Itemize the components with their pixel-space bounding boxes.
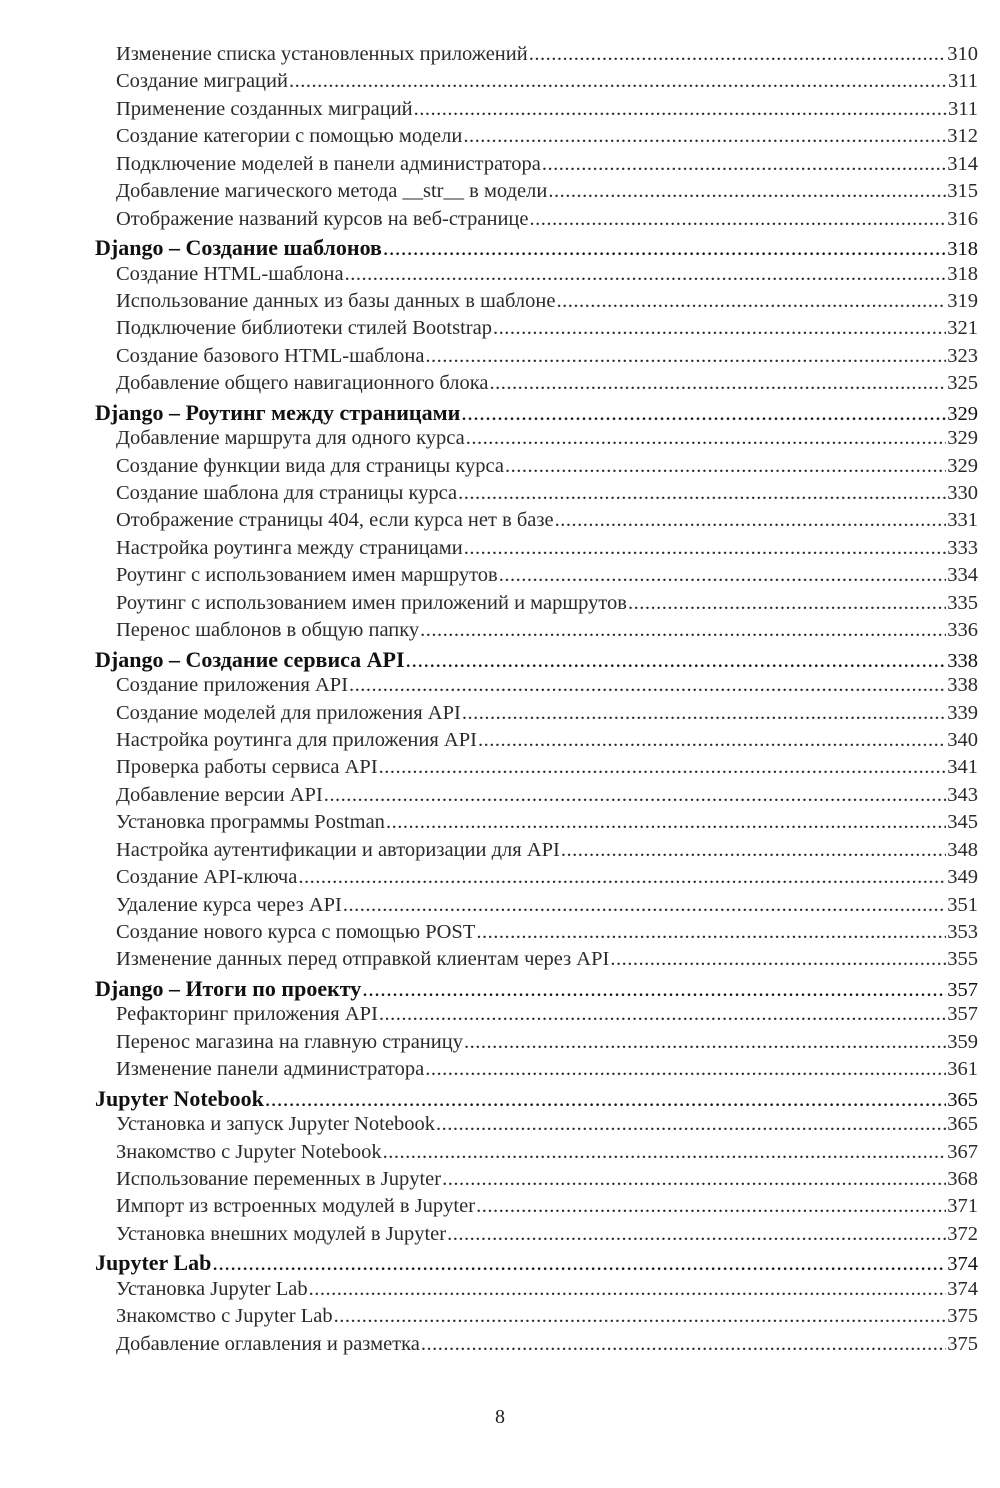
dot-leader: [386, 811, 946, 834]
toc-entry-page: 316: [947, 207, 978, 230]
dot-leader: [529, 43, 947, 66]
dot-leader: [490, 372, 947, 395]
dot-leader: [420, 619, 946, 642]
toc-section-entry: [95, 208, 978, 235]
toc-entry-page: 329: [947, 454, 978, 477]
dot-leader: [462, 702, 946, 725]
dot-leader: [289, 70, 947, 93]
toc-entry-title: Создание HTML-шаблона: [116, 262, 344, 285]
toc-section-entry: [95, 839, 978, 866]
dot-leader: [442, 1168, 946, 1191]
toc-entry-page: 357: [947, 978, 978, 1001]
toc-entry-page: 365: [947, 1088, 978, 1111]
dot-leader: [383, 1141, 947, 1164]
toc-entry-title: Создание моделей для приложения API: [116, 701, 461, 724]
dot-leader: [476, 921, 946, 944]
toc-entry-title: Jupyter Lab: [95, 1250, 212, 1276]
toc-entry-page: 365: [947, 1113, 978, 1136]
toc-section-entry: [95, 1223, 978, 1250]
toc-chapter-entry: [95, 235, 978, 262]
toc-entry-title: Создание базового HTML-шаблона: [116, 344, 425, 367]
toc-section-entry: [95, 1333, 978, 1360]
toc-entry-page: 345: [947, 811, 978, 834]
toc-entry-title: Перенос магазина на главную страницу: [116, 1030, 463, 1053]
toc-entry-title: Настройка роутинга для приложения API: [116, 728, 477, 751]
toc-section-entry: [95, 619, 978, 646]
toc-section-entry: [95, 263, 978, 290]
toc-section-entry: [95, 537, 978, 564]
toc-entry-title: Роутинг с использованием имен приложений и маршрутов: [116, 591, 627, 614]
dot-leader: [530, 208, 947, 231]
toc-chapter-entry: [95, 1086, 978, 1113]
dot-leader: [493, 317, 946, 340]
toc-entry-title: Создание приложения API: [116, 674, 349, 697]
dot-leader: [548, 180, 946, 203]
toc-entry-title: Установка Jupyter Lab: [116, 1277, 308, 1300]
toc-entry-page: 353: [947, 921, 978, 943]
toc-section-entry: [95, 125, 978, 152]
toc-entry-title: Перенос шаблонов в общую папку: [116, 619, 420, 642]
toc-section-entry: [95, 1058, 978, 1085]
toc-entry-page: 323: [947, 344, 978, 367]
toc-entry-page: 329: [947, 427, 978, 450]
toc-entry-page: 325: [947, 372, 978, 395]
dot-leader: [383, 235, 946, 261]
toc-chapter-entry: [95, 647, 978, 674]
toc-entry-page: 318: [947, 238, 978, 261]
dot-leader: [349, 674, 946, 697]
dot-leader: [478, 729, 946, 752]
toc-section-entry: [95, 948, 978, 975]
toc-section-entry: [95, 1278, 978, 1305]
toc-entry-page: 372: [947, 1222, 978, 1245]
toc-section-entry: [95, 866, 978, 893]
toc-entry-title: Изменение списка установленных приложений: [116, 43, 528, 65]
toc-section-entry: [95, 674, 978, 701]
toc-section-entry: [95, 345, 978, 372]
toc-entry-page: 348: [947, 838, 978, 861]
toc-chapter-entry: [95, 1250, 978, 1277]
toc-entry-page: 330: [947, 482, 978, 504]
toc-entry-page: 367: [947, 1140, 978, 1163]
dot-leader: [265, 1086, 946, 1112]
toc-section-entry: [95, 756, 978, 783]
toc-entry-page: 329: [947, 402, 978, 425]
toc-entry-page: 333: [947, 536, 978, 559]
toc-entry-title: Отображение названий курсов на веб-странице: [116, 207, 529, 230]
toc-section-entry: [95, 784, 978, 811]
toc-section-entry: [95, 1113, 978, 1140]
toc-entry-page: 336: [947, 619, 978, 642]
toc-entry-page: 374: [947, 1277, 978, 1300]
toc-entry-page: 314: [947, 152, 978, 175]
dot-leader: [556, 290, 946, 313]
toc-entry-title: Импорт из встроенных модулей в Jupyter: [116, 1195, 476, 1218]
dot-leader: [476, 1195, 946, 1218]
toc-section-entry: [95, 592, 978, 619]
toc-entry-page: 355: [947, 948, 978, 971]
toc-section-entry: [95, 1141, 978, 1168]
toc-entry-title: Проверка работы сервиса API: [116, 756, 378, 779]
dot-leader: [414, 98, 947, 121]
toc-entry-title: Изменение панели администратора: [116, 1058, 425, 1081]
toc-entry-title: Рефакторинг приложения API: [116, 1003, 378, 1026]
toc-entry-title: Jupyter Notebook: [95, 1085, 264, 1111]
dot-leader: [421, 1333, 946, 1356]
toc-section-entry: [95, 482, 978, 509]
dot-leader: [505, 455, 946, 478]
toc-entry-page: 341: [947, 756, 978, 779]
toc-section-entry: [95, 1305, 978, 1332]
toc-entry-title: Настройка аутентификации и авторизации для API: [116, 838, 560, 861]
toc-section-entry: [95, 1031, 978, 1058]
dot-leader: [379, 756, 947, 779]
toc-entry-page: 331: [947, 509, 978, 532]
toc-entry-page: 338: [947, 649, 978, 672]
dot-leader: [436, 1113, 946, 1136]
toc-entry-page: 315: [947, 180, 978, 203]
dot-leader: [324, 784, 946, 807]
toc-entry-title: Создание категории с помощью модели: [116, 125, 463, 148]
toc-entry-title: Знакомство с Jupyter Notebook: [116, 1140, 382, 1163]
toc-section-entry: [95, 43, 978, 70]
table-of-contents: [95, 43, 978, 1360]
dot-leader: [425, 345, 946, 368]
toc-section-entry: [95, 372, 978, 399]
toc-section-entry: [95, 564, 978, 591]
toc-entry-title: Подключение моделей в панели администратора: [116, 152, 541, 175]
toc-entry-page: 335: [947, 591, 978, 614]
toc-entry-page: 310: [947, 43, 978, 65]
dot-leader: [499, 564, 947, 587]
toc-entry-title: Настройка роутинга между страницами: [116, 536, 463, 559]
toc-entry-page: 338: [947, 674, 978, 697]
toc-entry-page: 319: [947, 289, 978, 312]
toc-section-entry: [95, 153, 978, 180]
toc-entry-title: Установка программы Postman: [116, 811, 385, 834]
dot-leader: [610, 948, 946, 971]
toc-entry-page: 321: [947, 317, 978, 340]
toc-entry-title: Создание шаблона для страницы курса: [116, 482, 458, 504]
dot-leader: [298, 866, 946, 889]
toc-section-entry: [95, 921, 978, 948]
toc-entry-title: Django – Итоги по проекту: [95, 975, 362, 1001]
toc-entry-title: Изменение данных перед отправкой клиентам через API: [116, 948, 610, 971]
dot-leader: [463, 125, 946, 148]
toc-section-entry: [95, 1003, 978, 1030]
toc-entry-title: Django – Роутинг между страницами: [95, 399, 461, 425]
toc-section-entry: [95, 811, 978, 838]
toc-chapter-entry: [95, 976, 978, 1003]
dot-leader: [343, 894, 946, 917]
toc-entry-title: Подключение библиотеки стилей Bootstrap: [116, 317, 492, 340]
toc-entry-title: Применение созданных миграций: [116, 97, 413, 120]
toc-section-entry: [95, 509, 978, 536]
toc-entry-title: Удаление курса через API: [116, 893, 342, 916]
dot-leader: [379, 1003, 946, 1026]
dot-leader: [425, 1058, 946, 1081]
toc-entry-page: 318: [947, 262, 978, 285]
toc-entry-title: Добавление магического метода __str__ в модели: [116, 180, 548, 203]
toc-section-entry: [95, 98, 978, 125]
toc-section-entry: [95, 455, 978, 482]
toc-entry-page: 312: [947, 125, 978, 148]
toc-chapter-entry: [95, 400, 978, 427]
toc-entry-title: Установка и запуск Jupyter Notebook: [116, 1113, 435, 1136]
toc-entry-page: 349: [947, 866, 978, 889]
toc-entry-page: 340: [947, 728, 978, 751]
toc-entry-title: Создание API-ключа: [116, 866, 298, 889]
dot-leader: [447, 1223, 946, 1246]
dot-leader: [334, 1305, 947, 1328]
toc-entry-title: Добавление версии API: [116, 783, 323, 806]
dot-leader: [362, 976, 946, 1002]
dot-leader: [466, 427, 947, 450]
dot-leader: [555, 509, 947, 532]
toc-entry-page: 339: [947, 701, 978, 724]
page-number: 8: [495, 1406, 505, 1428]
toc-entry-page: 374: [947, 1253, 978, 1276]
toc-section-entry: [95, 70, 978, 97]
toc-section-entry: [95, 1195, 978, 1222]
toc-entry-page: 359: [947, 1030, 978, 1053]
toc-entry-title: Отображение страницы 404, если курса нет в базе: [116, 509, 554, 532]
toc-entry-page: 311: [948, 97, 978, 120]
dot-leader: [461, 400, 946, 426]
dot-leader: [628, 592, 946, 615]
toc-entry-title: Установка внешних модулей в Jupyter: [116, 1222, 447, 1245]
toc-section-entry: [95, 1168, 978, 1195]
toc-entry-title: Добавление маршрута для одного курса: [116, 427, 465, 450]
toc-entry-title: Django – Создание шаблонов: [95, 235, 382, 261]
dot-leader: [464, 537, 947, 560]
toc-entry-page: 375: [947, 1305, 978, 1328]
toc-entry-title: Создание функции вида для страницы курса: [116, 454, 504, 477]
toc-section-entry: [95, 894, 978, 921]
dot-leader: [309, 1278, 947, 1301]
toc-entry-page: 343: [947, 783, 978, 806]
toc-section-entry: [95, 702, 978, 729]
dot-leader: [345, 263, 947, 286]
toc-entry-page: 375: [947, 1332, 978, 1355]
toc-entry-title: Использование данных из базы данных в шаблоне: [116, 289, 556, 312]
toc-entry-title: Создание миграций: [116, 70, 288, 93]
toc-entry-title: Добавление общего навигационного блока: [116, 372, 489, 395]
toc-entry-title: Добавление оглавления и разметка: [116, 1332, 420, 1355]
toc-section-entry: [95, 427, 978, 454]
toc-section-entry: [95, 290, 978, 317]
toc-section-entry: [95, 180, 978, 207]
toc-entry-page: 334: [947, 564, 978, 587]
dot-leader: [542, 153, 946, 176]
toc-entry-title: Использование переменных в Jupyter: [116, 1167, 442, 1190]
dot-leader: [406, 647, 947, 673]
toc-section-entry: [95, 317, 978, 344]
dot-leader: [464, 1031, 946, 1054]
toc-entry-page: 368: [947, 1167, 978, 1190]
toc-entry-page: 311: [948, 70, 978, 93]
toc-entry-title: Django – Создание сервиса API: [95, 646, 405, 672]
toc-entry-page: 361: [947, 1058, 978, 1081]
toc-entry-page: 357: [947, 1003, 978, 1026]
dot-leader: [458, 482, 946, 505]
toc-entry-title: Создание нового курса с помощью POST: [116, 921, 476, 943]
toc-entry-title: Знакомство с Jupyter Lab: [116, 1305, 333, 1328]
toc-entry-page: 351: [947, 893, 978, 916]
dot-leader: [561, 839, 946, 862]
toc-entry-title: Роутинг с использованием имен маршрутов: [116, 564, 498, 587]
dot-leader: [212, 1250, 946, 1276]
toc-entry-page: 371: [947, 1195, 978, 1218]
toc-section-entry: [95, 729, 978, 756]
